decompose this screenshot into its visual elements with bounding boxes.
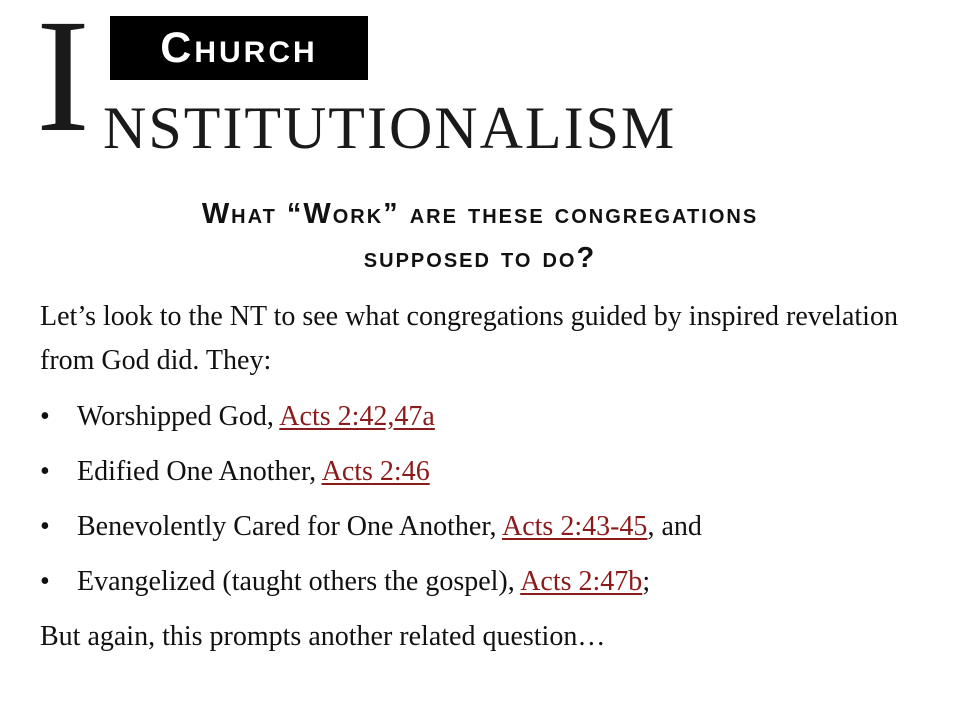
bullet-text: Edified One Another,: [77, 456, 322, 487]
slide-body: [40, 295, 920, 659]
bullet-suffix: , and: [647, 511, 702, 542]
subtitle-line-2: supposed to do?: [363, 242, 597, 274]
bullet-icon: •: [40, 511, 50, 542]
scripture-link-acts-2-46[interactable]: Acts 2:46: [321, 456, 430, 487]
bullet-item-benevolence: [40, 505, 920, 549]
bullet-item-edify: [40, 450, 920, 494]
title-rest: NSTITUTIONALISM: [103, 95, 677, 161]
bullet-text: Worshipped God,: [77, 401, 280, 432]
subtitle-line-1: What “Work” are these congregations: [201, 198, 759, 230]
bullet-item-worship: [40, 395, 920, 439]
scripture-link-acts-2-42[interactable]: Acts 2:42,47a: [279, 401, 435, 432]
scripture-link-acts-2-47b[interactable]: Acts 2:47b: [520, 566, 643, 597]
intro-paragraph: Let’s look to the NT to see what congregations guided by inspired revelation from God did. They:: [40, 301, 898, 376]
title-church-box: Church: [110, 16, 368, 80]
bullet-icon: •: [40, 401, 50, 432]
scripture-link-acts-2-43[interactable]: Acts 2:43-45: [502, 511, 648, 542]
bullet-suffix: ;: [642, 566, 651, 597]
bullet-icon: •: [40, 566, 50, 597]
bullet-text: Benevolently Cared for One Another,: [77, 511, 502, 542]
title-initial: I: [36, 0, 90, 166]
bullet-text: Evangelized (taught others the gospel),: [77, 566, 521, 597]
bullet-icon: •: [40, 456, 50, 487]
slide-subtitle: [60, 192, 900, 280]
closing-paragraph: But again, this prompts another related question…: [40, 621, 606, 652]
bullet-item-evangelism: [40, 560, 920, 604]
bullet-list: [40, 395, 920, 604]
slide-title: [36, 0, 736, 166]
